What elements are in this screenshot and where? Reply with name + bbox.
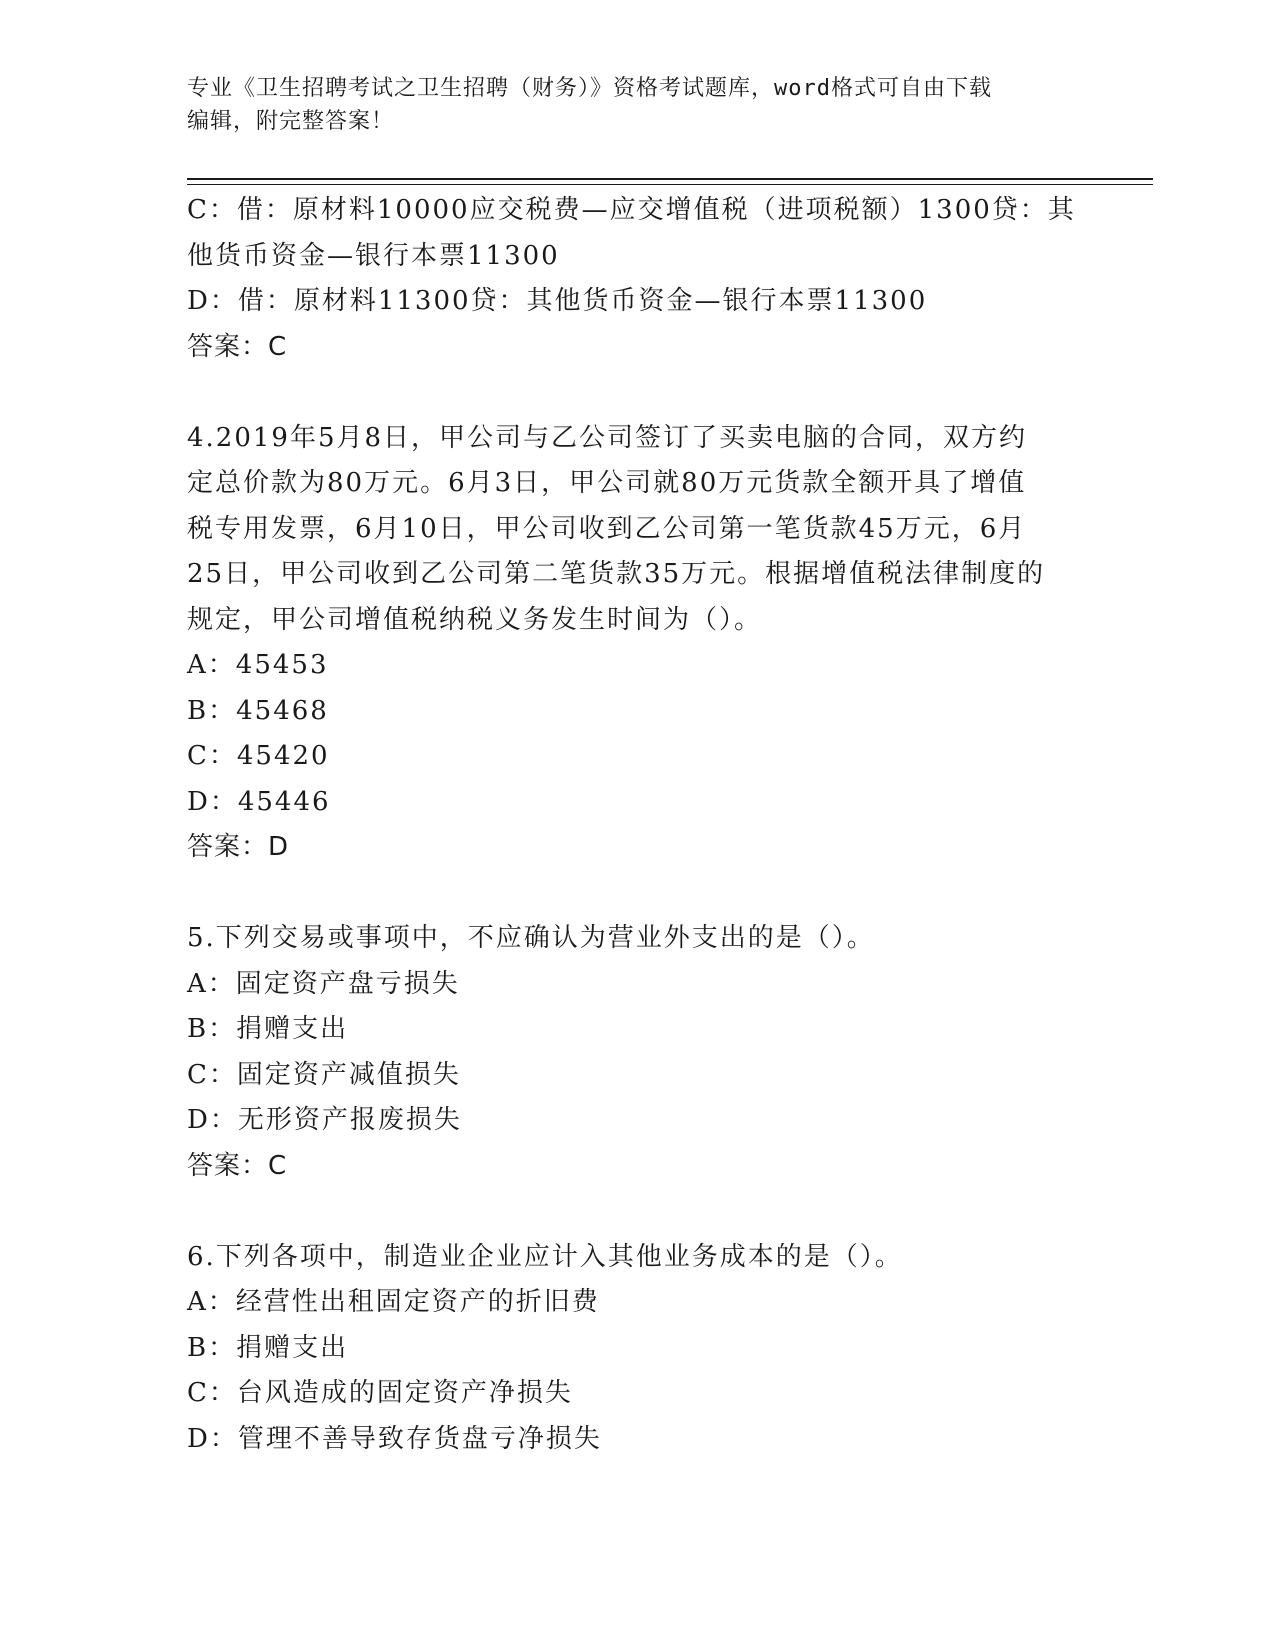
q4-option-a: A：45453 — [187, 650, 329, 680]
q6-option-b: B：捐赠支出 — [187, 1332, 349, 1363]
q4-option-d: D：45446 — [187, 786, 331, 817]
q6-stem: 6.下列各项中，制造业企业应计入其他业务成本的是（）。 — [187, 1241, 903, 1272]
spacer — [187, 1189, 1087, 1235]
header-line-2: 编辑，附完整答案！ — [187, 109, 395, 134]
q4-answer: 答案：D — [187, 832, 290, 862]
q3-answer: 答案：C — [187, 331, 288, 362]
q3-option-c-line-2: 他货币资金—银行本票11300 — [187, 240, 560, 271]
q6-option-c: C：台风造成的固定资产净损失 — [187, 1378, 573, 1408]
q4-stem-line-2: 定总价款为80万元。6月3日，甲公司就80万元货款全额开具了增值 — [187, 468, 1027, 498]
spacer — [187, 370, 1087, 416]
q4-stem-line-3: 税专用发票，6月10日，甲公司收到乙公司第一笔货款45万元，6月 — [187, 513, 1027, 544]
q5-option-b: B：捐赠支出 — [187, 1014, 349, 1044]
question-content — [187, 188, 1087, 1462]
question-5 — [187, 916, 1087, 1189]
q5-option-c: C：固定资产减值损失 — [187, 1059, 461, 1090]
q3-option-d: D：借：原材料11300贷：其他货币资金—银行本票11300 — [187, 286, 928, 316]
q4-stem-line-1: 4.2019年5月8日，甲公司与乙公司签订了买卖电脑的合同，双方约 — [187, 422, 1028, 453]
q5-option-d: D：无形资产报废损失 — [187, 1105, 462, 1135]
q5-answer: 答案：C — [187, 1150, 288, 1181]
q4-stem-line-5: 规定，甲公司增值税纳税义务发生时间为（）。 — [187, 604, 763, 635]
q6-option-a: A：经营性出租固定资产的折旧费 — [187, 1287, 600, 1317]
q3-option-c-line-1: C：借：原材料10000应交税费—应交增值税（进项税额）1300贷：其 — [187, 195, 1076, 225]
question-6 — [187, 1235, 1087, 1463]
q4-option-b: B：45468 — [187, 695, 329, 726]
question-4 — [187, 416, 1087, 871]
document-header — [187, 72, 1087, 138]
q5-stem: 5.下列交易或事项中，不应确认为营业外支出的是（）。 — [187, 923, 875, 953]
header-rule-thick — [187, 178, 1153, 180]
header-rule-thin — [187, 184, 1153, 185]
q6-option-d: D：管理不善导致存货盘亏净损失 — [187, 1423, 602, 1454]
q4-option-c: C：45420 — [187, 741, 330, 771]
spacer — [187, 871, 1087, 917]
question-3-tail — [187, 188, 1087, 370]
header-line-1: 专业《卫生招聘考试之卫生招聘（财务）》资格考试题库，word格式可自由下载 — [187, 76, 992, 101]
q5-option-a: A：固定资产盘亏损失 — [187, 968, 460, 999]
q4-stem-line-4: 25日，甲公司收到乙公司第二笔货款35万元。根据增值税法律制度的 — [187, 559, 1046, 589]
